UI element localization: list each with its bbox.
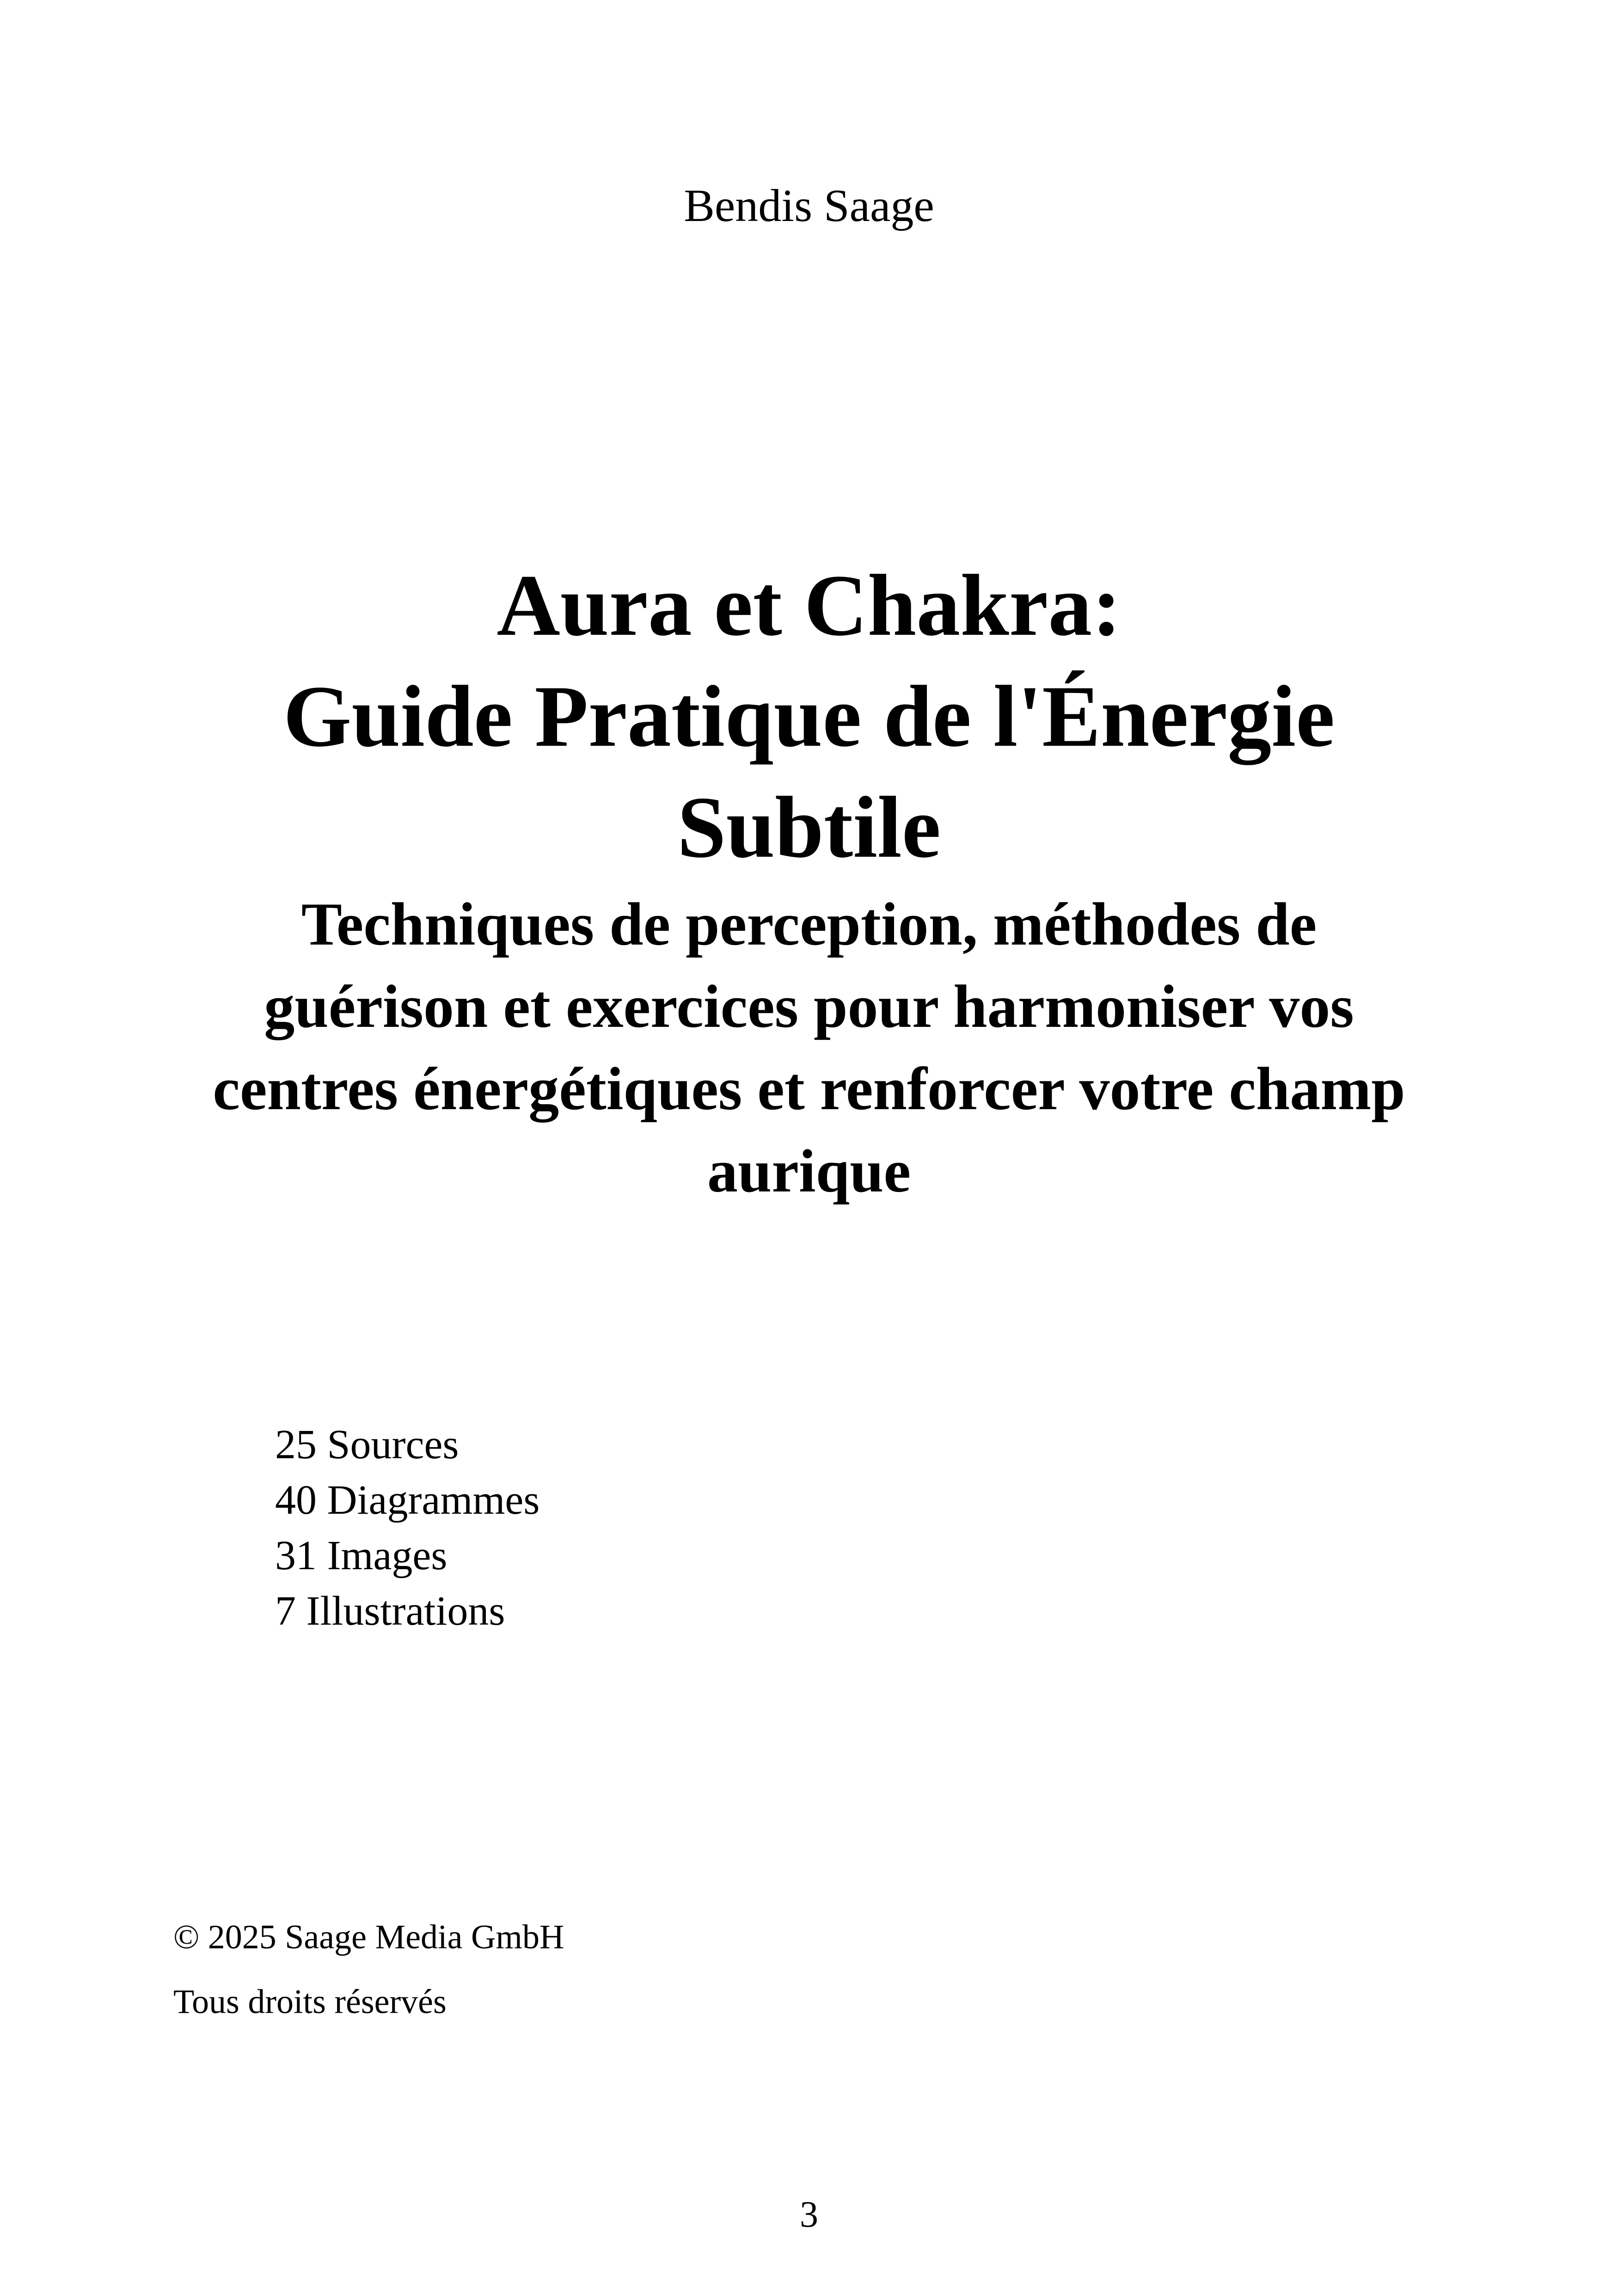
page-number: 3 [800, 2194, 818, 2235]
title-block [116, 550, 1502, 1212]
book-subtitle-line-3: centres énergétiques et renforcer votre champ [213, 1055, 1405, 1123]
book-subtitle-line-4: aurique [707, 1137, 911, 1205]
content-stats-list [275, 1417, 539, 1639]
copyright-notice: © 2025 Saage Media GmbH [173, 1918, 564, 1956]
book-title-line-2: Guide Pratique de l'Énergie [283, 668, 1335, 765]
rights-notice: Tous droits réservés [173, 1983, 447, 2021]
book-title-line-3: Subtile [677, 779, 941, 876]
author-name: Bendis Saage [684, 180, 934, 231]
book-subtitle-line-1: Techniques de perception, méthodes de [301, 890, 1317, 958]
stat-sources: 25 Sources [275, 1422, 459, 1467]
book-title-line-1: Aura et Chakra: [496, 557, 1122, 654]
book-subtitle-line-2: guérison et exercices pour harmoniser vos [264, 972, 1354, 1040]
stat-illustrations: 7 Illustrations [275, 1588, 505, 1634]
stat-images: 31 Images [275, 1533, 447, 1578]
stat-diagrams: 40 Diagrammes [275, 1477, 540, 1523]
